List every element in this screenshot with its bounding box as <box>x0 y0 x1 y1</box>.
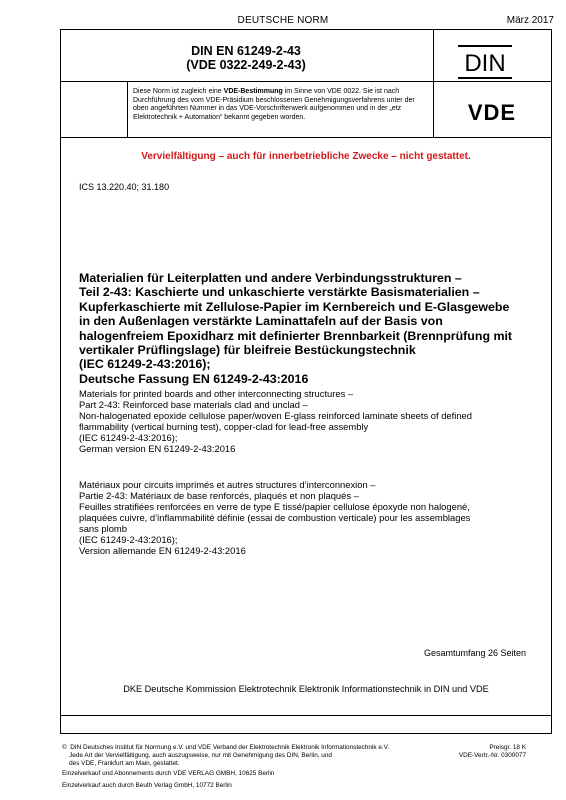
din-logo-graphic <box>457 44 513 80</box>
title-line: Feuilles stratifiées renforcées en verre de type E tissé/papier cellulose époxyde non halogené, <box>79 501 470 512</box>
title-english <box>79 388 539 454</box>
divider <box>61 137 551 138</box>
title-line: Partie 2-43: Matériaux de base renforcés, plaqués et non plaqués – <box>79 490 359 501</box>
vde-logo-graphic <box>452 101 532 123</box>
title-line: halogenfreiem Epoxidharz mit definierter Brennbarkeit (Brennprüfung mit <box>79 328 513 343</box>
title-line: (IEC 61249-2-43:2016); <box>79 357 211 372</box>
title-line: Non-halogenated epoxide cellulose paper/woven E-glass reinforced laminate sheets of defined <box>79 410 472 421</box>
title-line: sans plomb <box>79 523 127 534</box>
title-line: Part 2-43: Reinforced base materials clad and unclad – <box>79 399 308 410</box>
vde-logo-text: VDE <box>467 101 517 123</box>
dke-committee: DKE Deutsche Kommission Elektrotechnik Elektronik Informationstechnik in DIN und VDE <box>123 684 489 694</box>
price-info <box>459 744 526 760</box>
price-group: Preisgr. 18 K <box>489 744 526 751</box>
standard-number-block <box>60 44 432 72</box>
divider <box>127 81 128 137</box>
title-french <box>79 479 539 556</box>
copyright-line: des VDE, Frankfurt am Main, gestattet. <box>62 760 180 767</box>
title-line: (IEC 61249-2-43:2016); <box>79 432 178 443</box>
ics-code: ICS 13.220.40; 31.180 <box>79 182 170 192</box>
title-line: Deutsche Fassung EN 61249-2-43:2016 <box>79 371 309 386</box>
notice-text: im Sinne von VDE 0022. Sie ist nach Durchführung des vom VDE-Präsidium beschlossenen Genehmigungsverfahrens unter der oben angeführten Nummer in das VDE-Vorschriftenwerk aufgenommen und in der „etz Elektrotechnik + Automation“ bekannt gegeben worden. <box>133 88 415 121</box>
title-line: vertikaler Prüflingslage) für bleifreie Bestückungstechnik <box>79 343 416 358</box>
standard-number: DIN EN 61249-2-43 <box>191 44 301 58</box>
reproduction-warning: Vervielfältigung – auch für innerbetriebliche Zwecke – nicht gestattet. <box>141 151 471 162</box>
vde-logo <box>452 101 532 123</box>
title-line: plaquées cuivre, d’inflammabilité définie (essai de combustion verticale) pour les assemblages <box>79 512 471 523</box>
total-pages: Gesamtumfang 26 Seiten <box>423 648 526 658</box>
title-line: Kupferkaschierte mit Zellulose-Papier im Kernbereich und E-Glasgewebe <box>79 299 510 314</box>
sales-info-beuth: Einzelverkauf auch durch Beuth Verlag GmbH, 10772 Berlin <box>62 782 232 789</box>
document-type-label: DEUTSCHE NORM <box>237 15 329 26</box>
copyright-notice <box>62 744 462 768</box>
vde-number: (VDE 0322-249-2-43) <box>186 58 306 72</box>
notice-text: Diese Norm ist zugleich eine <box>133 88 224 95</box>
title-line: Matériaux pour circuits imprimés et autres structures d’interconnexion – <box>79 479 376 490</box>
order-number: VDE-Vertr.-Nr. 0300077 <box>458 752 526 759</box>
issue-date: März 2017 <box>506 15 554 26</box>
title-german <box>79 271 539 386</box>
title-line: German version EN 61249-2-43:2016 <box>79 443 236 454</box>
notice-bold: VDE-Bestimmung <box>223 88 283 95</box>
sales-info-vde: Einzelverkauf und Abonnements durch VDE VERLAG GMBH, 10625 Berlin <box>62 770 275 777</box>
divider <box>61 715 551 716</box>
din-logo <box>457 44 513 80</box>
copyright-line: Jede Art der Vervielfältigung, auch auszugsweise, nur mit Genehmigung des DIN, Berlin, und <box>62 752 332 759</box>
din-logo-text: DIN <box>464 50 506 77</box>
title-line: Materialien für Leiterplatten und andere Verbindungsstrukturen – <box>79 271 462 285</box>
divider <box>61 81 551 82</box>
copyright-line: © DIN Deutsches Institut für Normung e.V. und VDE Verband der Elektrotechnik Elektronik Informationstechnik e.V. <box>62 744 390 751</box>
divider <box>433 30 434 137</box>
title-line: in den Außenlagen verstärkte Laminattafeln auf der Basis von <box>79 314 443 329</box>
title-line: Teil 2-43: Kaschierte und unkaschierte verstärkte Basismaterialien – <box>79 285 480 300</box>
title-line: Version allemande EN 61249-2-43:2016 <box>79 545 246 556</box>
title-line: flammability (vertical burning test), copper-clad for lead-free assembly <box>79 421 369 432</box>
vde-notice <box>133 88 429 122</box>
title-line: Materials for printed boards and other interconnecting structures – <box>79 388 354 399</box>
title-line: (IEC 61249-2-43:2016); <box>79 534 178 545</box>
